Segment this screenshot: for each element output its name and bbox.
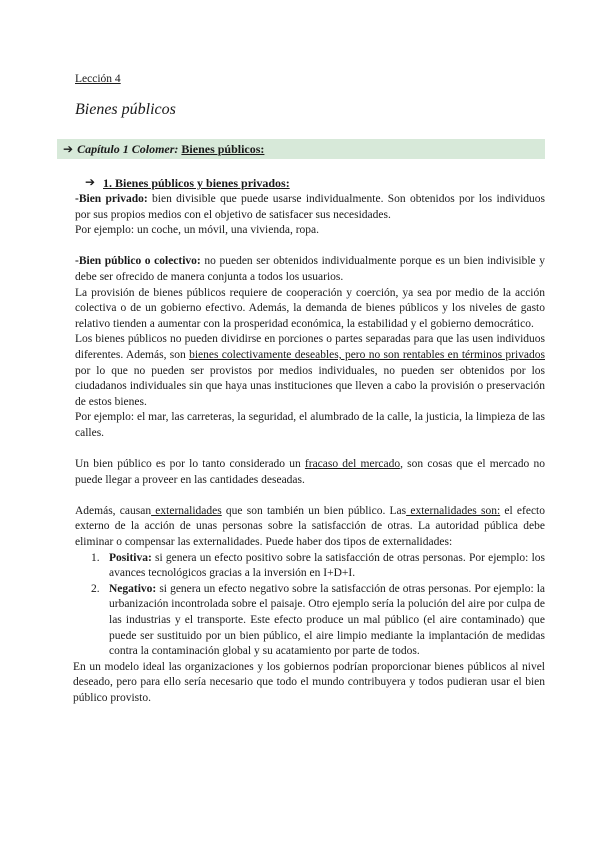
lesson-label: Lección 4 [75, 73, 121, 85]
indivisible-text-a: Los bienes públicos no pueden dividirse en porciones o partes separadas para que las usen individuos diferentes. Además, son [75, 333, 545, 361]
arrow-right-icon: ➔ [63, 142, 74, 156]
indivisible-text-b: por lo que no pueden ser provistos por medios individuales, no pueden ser obtenidos por los ciudadanos individuales sin que haya unas instituciones que lleven a cabo la provisión o preservación de estos bienes. [75, 364, 545, 408]
externalities-text-a: Además, causan [75, 504, 152, 517]
public-good-term: -Bien público o colectivo: [75, 255, 201, 268]
public-good-example: Por ejemplo: el mar, las carreteras, la seguridad, el alumbrado de la calle, la justicia, la limpieza de las calles. [75, 411, 545, 439]
list-item-number: 2. [91, 582, 100, 595]
private-good-paragraph [75, 192, 545, 223]
page-title: Bienes públicos [75, 101, 176, 118]
externalities-list [75, 551, 545, 660]
private-good-example: Por ejemplo: un coche, un móvil, una vivienda, ropa. [75, 224, 319, 237]
list-item-term: Negativo: [109, 582, 157, 595]
public-good-definition: no pueden ser obtenidos individualmente porque es un bien indivisible y debe ser ofrecido de manera conjunta a todos los usuarios. [75, 255, 545, 283]
section-heading: 1. Bienes públicos y bienes privados: [103, 176, 290, 190]
list-item [75, 551, 545, 582]
public-good-indivisible [75, 332, 545, 410]
list-item-text: si genera un efecto negativo sobre la satisfacción de otras personas. Por ejemplo: la urbanización incontrolada sobre el paisaje. Otro ejemplo sería la polución del aire por culpa de las industrias y el transporte. Este efecto produce un mal público (el aire contaminado) que puede ser sustituido por un bien público, el aire limpio mediante la implantación de medidas contra la contaminación global y su acatamiento por parte de todos. [109, 582, 545, 658]
chapter-heading [63, 140, 264, 158]
chapter-topic: Bienes públicos: [181, 142, 265, 156]
chapter-prefix: Capítulo 1 Colomer: [77, 142, 179, 156]
market-failure-paragraph [75, 457, 545, 488]
list-item-term: Positiva: [109, 551, 152, 564]
public-good-paragraph [75, 254, 545, 285]
externalities-text-c: el efecto externo de la acción de unas personas sobre la satisfacción de otras. La autoridad pública debe eliminar o compensar las externalidades. Puede haber dos tipos de externalidades: [75, 504, 545, 549]
list-item [75, 582, 545, 660]
market-failure-underlined: fracaso del mercado [304, 458, 401, 471]
market-failure-text-a: Un bien público es por lo tanto considerado un [75, 458, 305, 471]
public-good-provision: La provisión de bienes públicos requiere de cooperación y coerción, ya sea por medio de la acción colectiva o de un gobierno efectivo. Además, la demanda de bienes públicos y los niveles de gasto relativo tienden a aumentar con la prosperidad económica, la estabilidad y el gobierno democrático. [75, 286, 545, 330]
indivisible-underlined: bienes colectivamente deseables, pero no son rentables en términos privados [189, 348, 545, 361]
externalities-paragraph [75, 504, 545, 551]
list-item-number: 1. [91, 551, 100, 564]
private-good-term: -Bien privado: [75, 193, 148, 205]
list-item-text: si genera un efecto positivo sobre la satisfacción de otras personas. Por ejemplo: los avances tecnológicos gracias a la inversión en I+D+I. [109, 551, 545, 580]
market-failure-text-b: , son cosas que el mercado no puede llegar a proveer en las cantidades deseadas. [75, 458, 545, 486]
ideal-model-paragraph: En un modelo ideal las organizaciones y los gobiernos podrían proporcionar bienes públicos al nivel deseado, pero para ello sería necesario que todo el mundo contribuyera y todos pudieran usar el bien público provisto. [73, 660, 545, 704]
externalities-underlined-1: externalidades [151, 504, 222, 517]
arrow-right-icon: ➔ [85, 175, 96, 189]
externalities-underlined-2: externalidades son: [406, 504, 501, 517]
body-text [75, 192, 545, 707]
private-good-definition: bien divisible que puede usarse individualmente. Son obtenidos por los individuos por sus propios medios con el objetivo de satisfacer sus necesidades. [75, 193, 546, 221]
externalities-text-b: que son también un bien público. Las [221, 504, 407, 517]
